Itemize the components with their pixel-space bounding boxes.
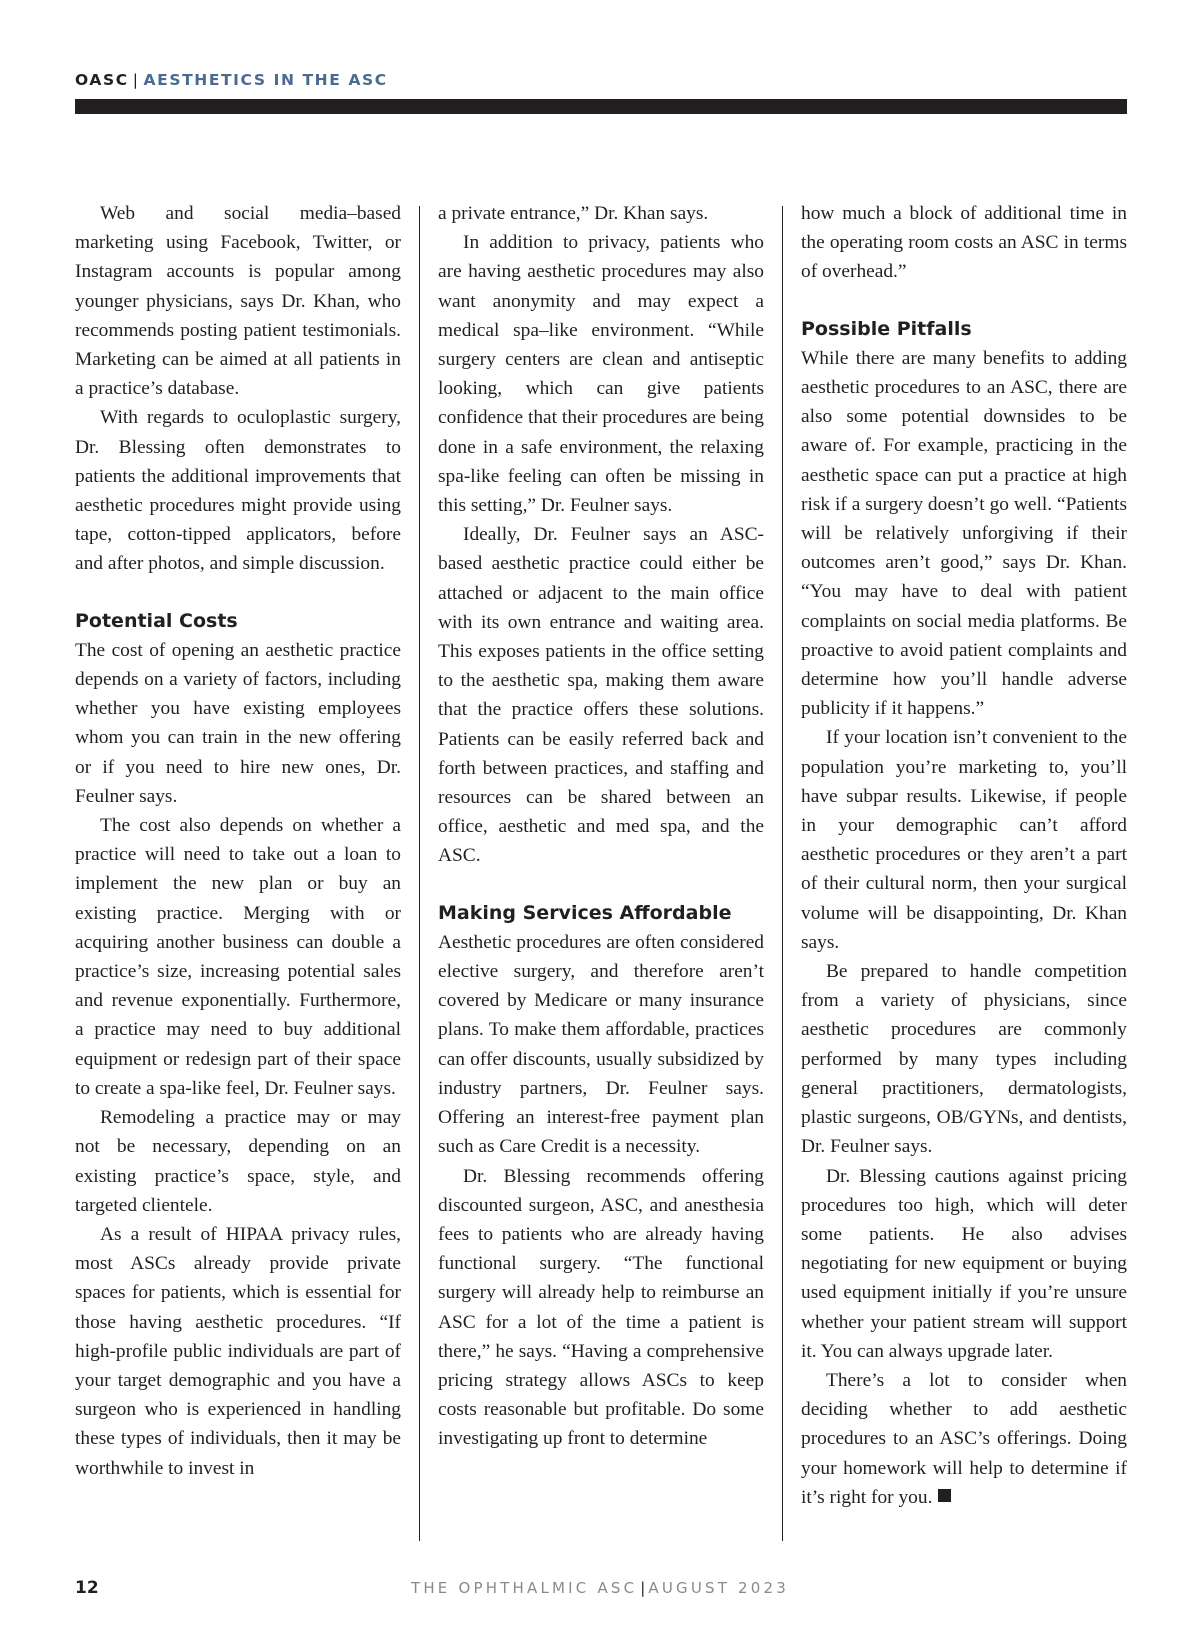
section-heading: Making Services Affordable (438, 901, 732, 924)
paragraph (438, 199, 764, 228)
header-brand: OASC (75, 71, 129, 89)
paragraph-text: a private entrance,” Dr. Khan says. (438, 203, 709, 224)
paragraph-text: The cost also depends on whether a practice will need to take out a loan to implement the new plan or buy an existing practice. Merging with or acquiring another business can double a practice’s size, increasing potential sales and revenue exponentially. Furthermore, a practice may need to buy additional equipment or redesign part of their space to create a spa-like feel, Dr. Feulner says. (75, 815, 401, 1099)
article-column-1 (75, 199, 401, 1483)
end-of-article-icon (938, 1489, 951, 1502)
header-rule-bar (75, 99, 1127, 114)
paragraph (75, 1103, 401, 1220)
paragraph (75, 199, 401, 403)
article-column-2 (438, 199, 764, 1454)
paragraph-text: how much a block of additional time in the operating room costs an ASC in terms of overhead.” (801, 203, 1127, 283)
article-column-3 (801, 199, 1127, 1512)
paragraph-text: There’s a lot to consider when deciding whether to add aesthetic procedures to an ASC’s offerings. Doing your homework will help to determine if it’s right for you. (801, 1369, 1127, 1508)
paragraph-text: Aesthetic procedures are often considered elective surgery, and therefore aren’t covered by Medicare or many insurance plans. To make them affordable, practices can offer discounts, usually subsidized by industry partners, Dr. Feulner says. Offering an interest-free payment plan such as Care Credit is a necessity. (438, 931, 764, 1158)
issue-date: AUGUST 2023 (648, 1579, 790, 1597)
paragraph (801, 1162, 1127, 1366)
page-number: 12 (75, 1578, 99, 1598)
paragraph (801, 723, 1127, 957)
paragraph (438, 520, 764, 870)
running-header (75, 70, 388, 90)
paragraph-text: Dr. Blessing recommends offering discounted surgeon, ASC, and anesthesia fees to patients who are already having functional surgery. “The functional surgery will already help to reimburse an ASC for a lot of the time a patient is there,” he says. “Having a comprehensive pricing strategy allows ASCs to keep costs reasonable but profitable. Do some investigating up front to determine (438, 1165, 764, 1450)
paragraph-text: The cost of opening an aesthetic practice depends on a variety of factors, including whether you have existing employees whom you can train in the new offering or if you need to hire new ones, Dr. Feulner says. (75, 639, 401, 807)
footer-separator: | (640, 1579, 646, 1597)
paragraph-text: If your location isn’t convenient to the population you’re marketing to, you’ll have subpar results. Likewise, if people in your demographic can’t afford aesthetic procedures or they aren’t a part of their cultural norm, then your surgical volume will be disappointing, Dr. Khan says. (801, 727, 1127, 953)
paragraph (438, 1162, 764, 1454)
paragraph (438, 228, 764, 520)
paragraph (801, 957, 1127, 1161)
section-heading: Potential Costs (75, 609, 238, 632)
header-section-title: AESTHETICS IN THE ASC (143, 71, 388, 89)
column-divider (419, 206, 420, 1541)
paragraph-text: Dr. Blessing cautions against pricing procedures too high, which will deter some patients. He also advises negotiating for new equipment or buying used equipment initially if you’re unsure whether your patient stream will support it. You can always upgrade later. (801, 1165, 1127, 1362)
paragraph (801, 1366, 1127, 1512)
paragraph-text: With regards to oculoplastic surgery, Dr. Blessing often demonstrates to patients the additional improvements that aesthetic procedures might provide using tape, cotton-tipped applicators, before and after photos, and simple discussion. (75, 407, 401, 575)
paragraph (75, 811, 401, 1103)
paragraph-text: In addition to privacy, patients who are having aesthetic procedures may also want anonymity and may expect a medical spa–like environment. “While surgery centers are clean and antiseptic looking, which can give patients confidence that their procedures are being done in a safe environment, the relaxing spa-like feeling can often be missing in this setting,” Dr. Feulner says. (438, 232, 764, 517)
paragraph-text: Web and social media–based marketing using Facebook, Twitter, or Instagram accounts is popular among younger physicians, says Dr. Khan, who recommends posting patient testimonials. Marketing can be aimed at all patients in a practice’s database. (75, 203, 401, 400)
paragraph-text: As a result of HIPAA privacy rules, most ASCs already provide private spaces for patients, which is essential for those having aesthetic procedures. “If high-profile public individuals are part of your target demographic and you have a surgeon who is experienced in handling these types of individuals, then it may be worthwhile to invest in (75, 1223, 401, 1479)
header-separator: | (132, 71, 140, 89)
paragraph (438, 928, 764, 1162)
paragraph-text: Ideally, Dr. Feulner says an ASC-based aesthetic practice could either be attached or adjacent to the main office with its own entrance and waiting area. This exposes patients in the office setting to the aesthetic spa, making them aware that the practice offers these solutions. Patients can be easily referred back and forth between practices, and staffing and resources can be shared between an office, aesthetic and med spa, and the ASC. (438, 524, 764, 867)
paragraph-text: Remodeling a practice may or may not be necessary, depending on an existing practice’s space, style, and targeted clientele. (75, 1107, 401, 1216)
paragraph (75, 636, 401, 811)
paragraph-text: Be prepared to handle competition from a variety of physicians, since aesthetic procedures are commonly performed by many types including general practitioners, dermatologists, plastic surgeons, OB/GYNs, and dentists, Dr. Feulner says. (801, 961, 1127, 1158)
paragraph-text: While there are many benefits to adding aesthetic procedures to an ASC, there are also some potential downsides to be aware of. For example, practicing in the aesthetic space can put a practice at high risk if a surgery doesn’t go well. “Patients will be relatively unforgiving if their outcomes aren’t good,” says Dr. Khan. “You may have to deal with patient complaints on social media platforms. Be proactive to avoid patient complaints and determine how you’ll handle adverse publicity if it happens.” (801, 347, 1127, 720)
footer-publication (0, 1578, 1200, 1598)
paragraph (75, 403, 401, 578)
paragraph (801, 199, 1127, 287)
paragraph (75, 1220, 401, 1483)
paragraph (801, 344, 1127, 724)
section-heading: Possible Pitfalls (801, 317, 972, 340)
publication-name: THE OPHTHALMIC ASC (410, 1579, 638, 1597)
column-divider (782, 206, 783, 1541)
